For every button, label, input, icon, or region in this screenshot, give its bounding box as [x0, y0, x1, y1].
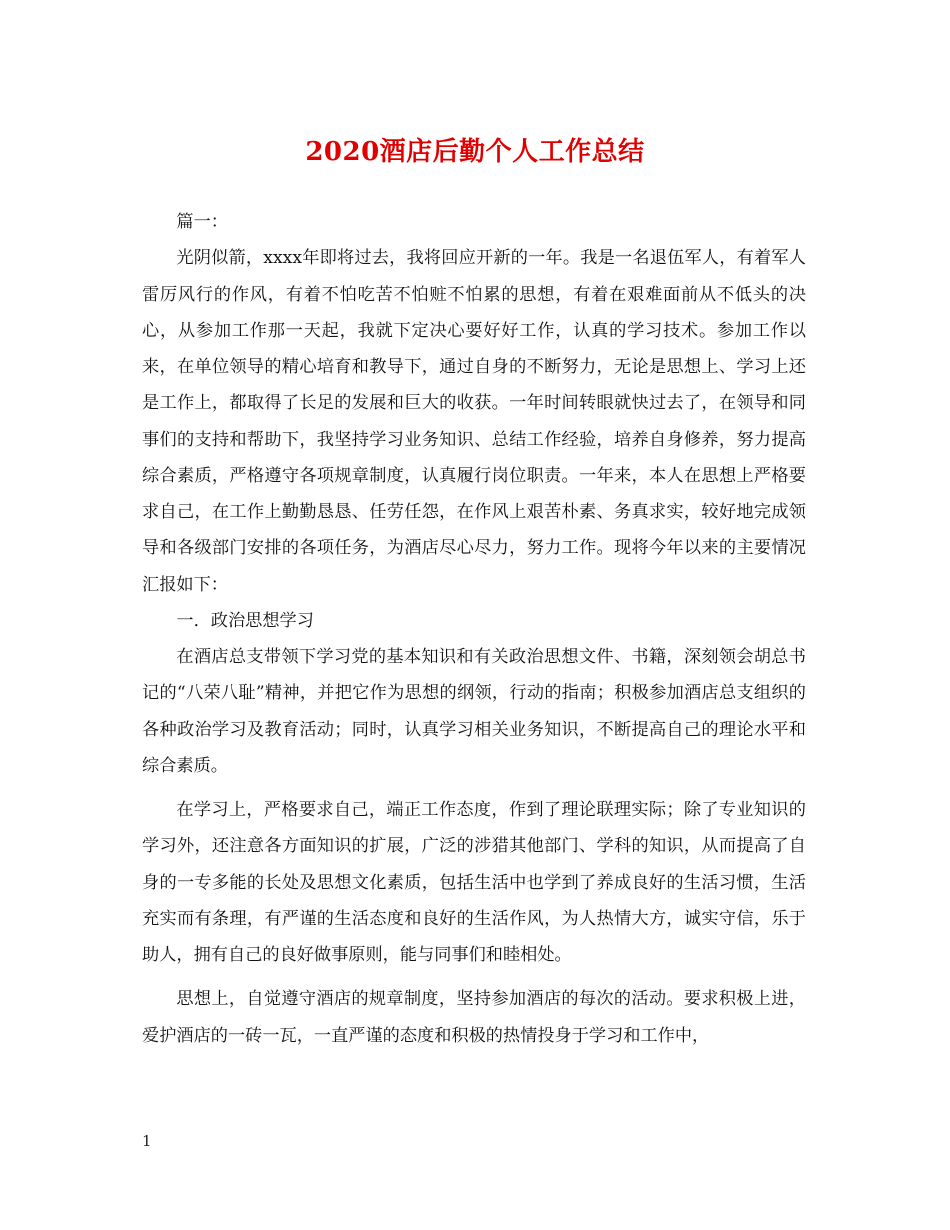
section-heading: 一．政治思想学习 — [176, 610, 314, 631]
paragraph: 在酒店总支带领下学习党的基本知识和有关政治思想文件、书籍，深刻领会胡总书记的“八荣八耻”精神，并把它作为思想的纲领，行动的指南；积极参加酒店总支组织的各种政治学习及教育活动；同时，认真学习相关业务知识，不断提高自己的理论水平和综合素质。 — [142, 647, 806, 776]
document-body — [142, 204, 806, 1054]
paragraph: 光阴似箭，xxxx年即将过去，我将回应开新的一年。我是一名退伍军人，有着军人雷厉风行的作风，有着不怕吃苦不怕赃不怕累的思想，有着在艰难面前从不低头的决心，从参加工作那一天起，我就下定决心要好好工作，认真的学习技术。参加工作以来，在单位领导的精心培育和教导下，通过自身的不断努力，无论是思想上、学习上还是工作上，都取得了长足的发展和巨大的收获。一年时间转眼就快过去了，在领导和同事们的支持和帮助下，我坚持学习业务知识、总结工作经验，培养自身修养，努力提高综合素质，严格遵守各项规章制度，认真履行岗位职责。一年来，本人在思想上严格要求自己，在工作上勤勤恳恳、任劳任怨，在作风上艰苦朴素、务真求实，较好地完成领导和各级部门安排的各项任务，为酒店尽心尽力，努力工作。现将今年以来的主要情况汇报如下： — [142, 248, 806, 595]
page-number: 1 — [142, 1132, 152, 1150]
section-label: 篇一： — [176, 212, 228, 232]
paragraph: 在学习上，严格要求自己，端正工作态度，作到了理论联理实际；除了专业知识的学习外，还注意各方面知识的扩展，广泛的涉猎其他部门、学科的知识，从而提高了自身的一专多能的长处及思想文化素质，包括生活中也学到了养成良好的生活习惯，生活充实而有条理，有严谨的生活态度和良好的生活作风，为人热情大方，诚实守信，乐于助人，拥有自己的良好做事原则，能与同事们和睦相处。 — [142, 800, 806, 965]
paragraph: 思想上，自觉遵守酒店的规章制度，坚持参加酒店的每次的活动。要求积极上进，爱护酒店的一砖一瓦，一直严谨的态度和积极的热情投身于学习和工作中， — [142, 989, 806, 1046]
document-title: 2020酒店后勤个人工作总结 — [305, 137, 645, 167]
